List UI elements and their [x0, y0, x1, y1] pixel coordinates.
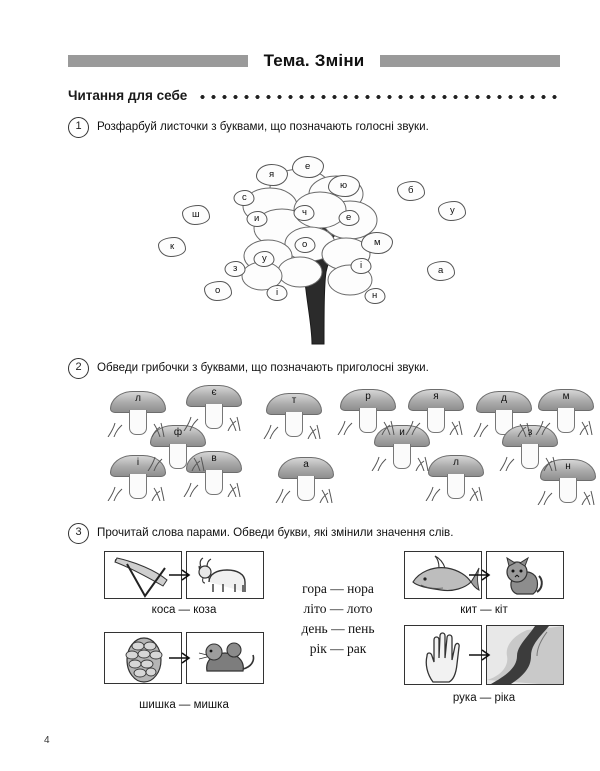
- leaf-letter[interactable]: б: [408, 186, 413, 196]
- mushroom-letter: в: [211, 453, 217, 464]
- caption-kosa-koza: коса — коза: [151, 604, 217, 616]
- caption-ruka-rika: рука — ріка: [452, 692, 516, 704]
- leaf-letter[interactable]: і: [360, 261, 362, 271]
- picture-mouse: [186, 632, 264, 684]
- leaf-letter[interactable]: о: [302, 240, 307, 250]
- mushroom[interactable]: [374, 425, 430, 469]
- leaf-letter[interactable]: ч: [302, 208, 307, 218]
- caption-shyshka-myshka: шишка — мишка: [139, 699, 229, 711]
- leaf-letter[interactable]: н: [372, 291, 377, 301]
- mushroom-letter: ф: [173, 427, 183, 438]
- word-pair-line: рік — рак: [309, 641, 367, 656]
- section-header: [68, 88, 560, 103]
- mushroom-letter: і: [136, 457, 140, 468]
- arrow-icon: [468, 568, 494, 582]
- word-pair-line: гора — нора: [302, 581, 374, 596]
- mushroom[interactable]: [186, 385, 242, 429]
- mushroom[interactable]: [540, 459, 596, 503]
- mushroom-letter: є: [211, 387, 217, 398]
- goat-icon: [187, 552, 264, 599]
- mushroom-group: [88, 385, 571, 505]
- cat-icon: [487, 552, 564, 599]
- leaf-letter[interactable]: е: [305, 162, 310, 172]
- arrow-icon: [168, 651, 194, 665]
- arrow-icon: [168, 568, 194, 582]
- page-title: Тема. Зміни: [263, 51, 365, 70]
- grass-icon: [182, 481, 246, 497]
- leaf-letter[interactable]: к: [170, 242, 174, 252]
- task-3: [68, 523, 560, 544]
- grass-icon: [274, 487, 338, 503]
- mushroom[interactable]: [278, 457, 334, 501]
- word-pair-line: літо — лото: [303, 601, 373, 616]
- grass-icon: [424, 485, 488, 501]
- mushroom-letter: н: [565, 461, 571, 472]
- section-label: Читання для себе: [68, 88, 188, 103]
- leaf-letter[interactable]: о: [215, 286, 220, 296]
- tree-illustration: [150, 148, 490, 348]
- mushroom[interactable]: [186, 451, 242, 495]
- leaf-letter[interactable]: з: [233, 264, 237, 274]
- leaf-letter[interactable]: і: [276, 288, 278, 298]
- leaf-letter[interactable]: я: [269, 170, 274, 180]
- mushroom-letter: м: [562, 391, 570, 402]
- leaf-letter[interactable]: м: [374, 238, 381, 248]
- topic-rule-left: [68, 55, 248, 67]
- mushroom-letter: л: [453, 457, 459, 468]
- leaf-letter[interactable]: у: [262, 254, 267, 264]
- topic-header: [68, 48, 560, 74]
- mushroom-letter: з: [527, 427, 533, 438]
- word-pairs-list: [278, 579, 398, 659]
- caption-kyt-kit: кит — кіт: [460, 604, 508, 616]
- leaf-letter[interactable]: у: [450, 206, 455, 216]
- task-1-text: Розфарбуй листочки з буквами, що позначають голосні звуки.: [97, 120, 429, 133]
- mushroom-letter: я: [433, 391, 439, 402]
- task-1-number: 1: [68, 117, 89, 138]
- leaf-letter[interactable]: ш: [192, 210, 200, 220]
- task-3-text: Прочитай слова парами. Обведи букви, які змінили значення слів.: [97, 526, 454, 539]
- grass-icon: [106, 485, 170, 501]
- mushroom-letter: т: [291, 395, 297, 406]
- mushroom-letter: д: [501, 393, 507, 404]
- picture-goat: [186, 551, 264, 599]
- page-number: 4: [44, 735, 50, 746]
- task-3-number: 3: [68, 523, 89, 544]
- grass-icon: [536, 489, 600, 505]
- leaf-letter[interactable]: ю: [340, 181, 347, 191]
- mushroom-letter: р: [365, 391, 371, 402]
- grass-icon: [370, 455, 434, 471]
- leaf-letter[interactable]: а: [438, 266, 443, 276]
- picture-river: [486, 625, 564, 685]
- mushroom[interactable]: [110, 455, 166, 499]
- task-2-text: Обведи грибочки з буквами, що позначають приголосні звуки.: [97, 361, 429, 374]
- mushroom-letter: а: [303, 459, 309, 470]
- leaf-letter[interactable]: с: [242, 193, 247, 203]
- leaf-letter[interactable]: е: [346, 213, 351, 223]
- task-2-number: 2: [68, 358, 89, 379]
- mushroom[interactable]: [428, 455, 484, 499]
- task-2: [68, 358, 560, 379]
- picture-cat: [486, 551, 564, 599]
- river-icon: [487, 626, 564, 685]
- dotted-divider: [197, 94, 560, 100]
- word-pair-line: день — пень: [301, 621, 375, 636]
- arrow-icon: [468, 648, 494, 662]
- mouse-icon: [187, 633, 264, 684]
- grass-icon: [262, 423, 326, 439]
- mushroom-letter: л: [135, 393, 141, 404]
- mushroom-letter: и: [399, 427, 405, 438]
- mushroom[interactable]: [266, 393, 322, 437]
- task-1: [68, 117, 560, 138]
- leaf-letter[interactable]: и: [254, 214, 259, 224]
- topic-rule-right: [380, 55, 560, 67]
